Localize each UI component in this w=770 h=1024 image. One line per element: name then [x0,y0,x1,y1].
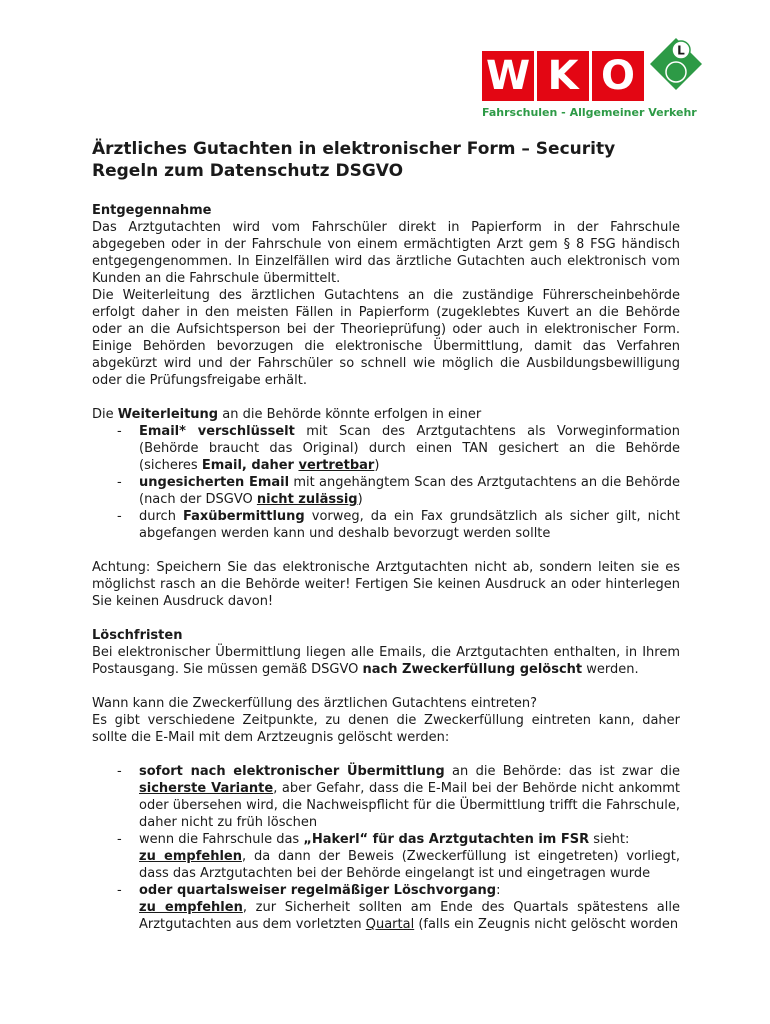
logo-letter-o: O [592,51,644,101]
logo-tagline: Fahrschulen - Allgemeiner Verkehr [482,106,697,119]
section-heading-loeschfristen: Löschfristen [92,628,183,643]
page-title: Ärztliches Gutachten in elektronischer Form – Security Regeln zum Datenschutz DSGVO [92,139,616,181]
list-item: - ungesicherten Email mit angehängtem Scan des Arztgutachtens an die Behörde (nach der DSGVO nicht zulässig) [92,474,680,508]
list-item: - wenn die Fahrschule das „Hakerl“ für das Arztgutachten im FSR sieht: zu empfehlen, da dann der Beweis (Zweckerfüllung ist eingetreten) vorliegt, dass das Arztgutachten bei der Behörde eingelangt ist und eingetragen wurde [92,831,680,882]
list-item: - Email* verschlüsselt mit Scan des Arztgutachtens als Vorweginformation (Behörde braucht das Original) durch einen TAN gesichert an die Behörde (sicheres Email, daher vertretbar) [92,423,680,474]
logo-letter-w: W [482,51,534,101]
document-body [92,138,680,933]
deletion-options-list [92,763,680,933]
section-heading-entgegennahme: Entgegennahme [92,203,212,218]
wko-logo [482,36,722,126]
list-item: - durch Faxübermittlung vorweg, da ein Fax grundsätzlich als sicher gilt, nicht abgefangen werden kann und deshalb bevorzugt werden sollte [92,508,680,542]
warning-text: Achtung: Speichern Sie das elektronische Arztgutachten nicht ab, sondern leiten sie es möglichst rasch an die Behörde weiter! Fertigen Sie keinen Ausdruck an oder hinterlegen Sie keinen Ausdruck davon! [92,560,680,609]
badge-letter: L [677,43,685,58]
question-text: Wann kann die Zweckerfüllung des ärztlichen Gutachtens eintreten? [92,696,538,711]
paragraph-entgegennahme: Das Arztgutachten wird vom Fahrschüler direkt in Papierform in der Fahrschule abgegeben oder in der Fahrschule von einem ermächtigten Arzt gem § 8 FSG händisch entgegengenommen. In Einzelfällen wird das ärztliche Gutachten auch elektronisch vom Kunden an die Fahrschule übermittelt. [92,220,680,286]
driving-license-badge-icon [648,36,704,108]
wko-letters [482,51,647,101]
logo-letter-k: K [537,51,589,101]
forwarding-options-list [92,423,680,542]
paragraph-weiterleitung: Die Weiterleitung des ärztlichen Gutachtens an die zuständige Führerscheinbehörde erfolgt daher in den meisten Fällen in Papierform (zugeklebtes Kuvert an die Behörde oder an die Aufsichtsperson bei der Theorieprüfung) oder auch in elektronischer Form. Einige Behörden bevorzugen die elektronische Übermittlung, damit das Verfahren abgekürzt wird und der Fahrschüler so schnell wie möglich die Ausbildungsbewilligung oder die Prüfungsfreigabe erhält. [92,288,680,388]
forwarding-intro: Die Weiterleitung an die Behörde könnte erfolgen in einer [92,407,482,422]
list-item: - sofort nach elektronischer Übermittlung an die Behörde: das ist zwar die sicherste Variante, aber Gefahr, dass die E-Mail bei der Behörde nicht ankommt oder übersehen wird, die Nachweispflicht für die Übermittlung trifft die Fahrschule, daher nicht zu früh löschen [92,763,680,831]
list-item: - oder quartalsweiser regelmäßiger Löschvorgang: zu empfehlen, zur Sicherheit sollten am Ende des Quartals spätestens alle Arztgutachten aus dem vorletzten Quartal (falls ein Zeugnis nicht gelöscht worden [92,882,680,933]
paragraph-loeschfristen: Bei elektronischer Übermittlung liegen alle Emails, die Arztgutachten enthalten, in Ihrem Postausgang. Sie müssen gemäß DSGVO nach Zweckerfüllung gelöscht werden. [92,645,680,677]
paragraph-zeitpunkte: Es gibt verschiedene Zeitpunkte, zu denen die Zweckerfüllung eintreten kann, daher sollte die E-Mail mit dem Arztzeugnis gelöscht werden: [92,713,680,745]
